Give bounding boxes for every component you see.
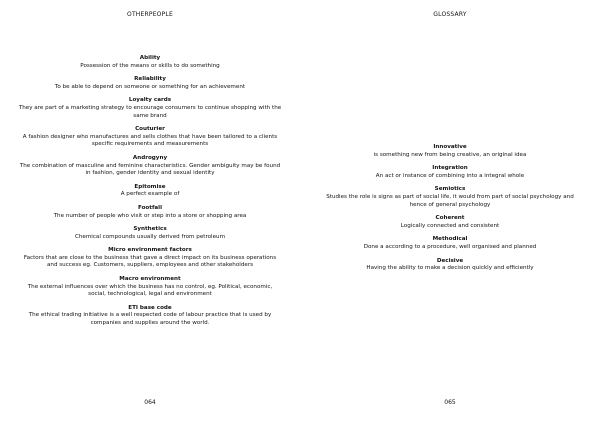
right-page (300, 0, 600, 424)
glossary-entry (18, 305, 282, 328)
glossary-definition: The external influences over which the business has no control, eg. Political, economic, social, technological, legal and environment (27, 283, 273, 298)
glossary-entry (18, 126, 282, 149)
running-head-right: GLOSSARY (433, 11, 467, 18)
glossary-entry (18, 55, 282, 70)
glossary-term: Integration (432, 165, 468, 172)
glossary-entry (318, 144, 582, 159)
glossary-entry (18, 97, 282, 120)
glossary-term: Semiotics (434, 186, 466, 193)
glossary-term: Methodical (432, 236, 468, 243)
glossary-definition: To be able to depend on someone or something for an achievement (54, 83, 246, 90)
glossary-definition: Logically connected and consistent (400, 222, 500, 229)
glossary-term: Reliability (134, 76, 166, 83)
glossary-term: Loyalty cards (128, 97, 172, 104)
glossary-term: Coherent (435, 215, 465, 222)
glossary-entry (18, 155, 282, 178)
glossary-definition: They are part of a marketing strategy to encourage consumers to continue shopping with the same brand (18, 104, 282, 119)
glossary-definition: The number of people who visit or step into a store or shopping area (53, 212, 247, 219)
page-number-right: 065 (444, 399, 456, 406)
glossary-definition: Done a according to a procedure, well organised and planned (363, 243, 537, 250)
glossary-definition: Possession of the means or skills to do something (80, 62, 220, 69)
glossary-term: ETI base code (128, 304, 172, 311)
glossary-entry (18, 276, 282, 299)
glossary-term: Decisive (436, 257, 464, 264)
glossary-term: Footfall (138, 204, 162, 211)
glossary-definition: A fashion designer who manufactures and sells clothes that have been tailored to a clients specific requirements and measurements (22, 133, 278, 148)
glossary-definition: is something new from being creative, an original idea (373, 151, 527, 158)
glossary-term: Macro environment (119, 276, 181, 283)
glossary-entry (318, 236, 582, 251)
glossary-definition: Studies the role is signs as part of social life, it would from part of social psychology and hence of general psychology (326, 193, 574, 208)
glossary-term: Synthetics (133, 226, 167, 233)
glossary-entries-left (18, 55, 282, 334)
glossary-definition: Having the ability to make a decision quickly and efficiently (366, 265, 534, 272)
glossary-definition: Factors that are close to the business that gave a direct impact on its business operations and success eg. Customers, suppliers, employees and other stakeholders (23, 254, 277, 269)
glossary-entry (318, 258, 582, 273)
glossary-definition: Chemical compounds usually derived from petroleum (74, 233, 226, 240)
running-head-left: OTHERPEOPLE (127, 11, 173, 18)
glossary-entry (318, 215, 582, 230)
glossary-term: Ability (139, 55, 161, 61)
glossary-entries-right (318, 144, 582, 279)
glossary-term: Couturier (135, 126, 165, 133)
glossary-entry (318, 165, 582, 180)
glossary-definition: A perfect example of (120, 191, 180, 198)
glossary-entry (18, 226, 282, 241)
glossary-entry (18, 205, 282, 220)
glossary-entry (18, 184, 282, 199)
glossary-term: Epitomise (134, 183, 166, 190)
glossary-definition: The combination of masculine and feminine characteristics. Gender ambiguity may be found in fashion, gender identity and sexual identity (19, 162, 281, 177)
glossary-term: Androgyny (132, 154, 168, 161)
page-number-left: 064 (144, 399, 156, 406)
glossary-definition: The ethical trading initiative is a well respected code of labour practice that is used by companies and supplies around the world. (28, 312, 272, 327)
glossary-term: Innovative (433, 144, 467, 150)
glossary-entry (18, 76, 282, 91)
glossary-term: Micro environment factors (108, 247, 192, 254)
glossary-definition: An act or instance of combining into a integral whole (375, 172, 525, 179)
glossary-entry (18, 247, 282, 270)
glossary-entry (318, 186, 582, 209)
